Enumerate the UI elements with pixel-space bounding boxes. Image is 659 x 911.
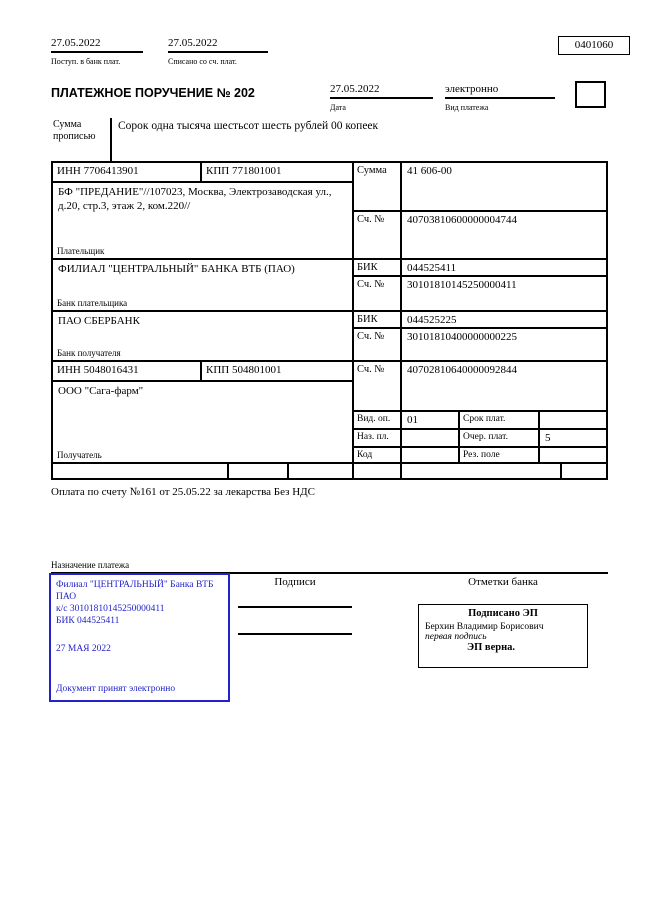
purpose-code-value bbox=[402, 430, 460, 446]
bank-stamp-note: Документ принят электронно bbox=[56, 684, 176, 694]
payment-order-priority-value: 5 bbox=[545, 432, 551, 444]
payer-bank-bik-label: БИК bbox=[354, 260, 402, 275]
payee-inn-kpp-row bbox=[53, 362, 352, 382]
payee-account-label: Сч. № bbox=[354, 362, 402, 410]
document-date: 27.05.2022 bbox=[330, 83, 433, 99]
bank-stamp bbox=[49, 573, 230, 702]
payer-bank-account-label: Сч. № bbox=[354, 277, 402, 310]
payee-bank-bik-row bbox=[354, 312, 606, 329]
payer-inn: ИНН 7706413901 bbox=[53, 163, 202, 181]
sum-row bbox=[354, 163, 606, 212]
payment-purpose-label: Назначение платежа bbox=[51, 560, 130, 570]
payee-inn: ИНН 5048016431 bbox=[53, 362, 202, 380]
payment-kind-value: электронно bbox=[445, 83, 555, 99]
payee-bank-block bbox=[53, 312, 352, 362]
payer-bank-account-value: 30101810145250000411 bbox=[407, 279, 517, 291]
electronic-signature-box bbox=[418, 604, 588, 668]
sum-label: Сумма bbox=[354, 163, 402, 210]
payment-kind-label: Вид платежа bbox=[445, 103, 489, 112]
payee-bank-name: ПАО СБЕРБАНК bbox=[58, 315, 140, 327]
signatures-header: Подписи bbox=[274, 576, 316, 588]
payer-bank-section-label: Банк плательщика bbox=[57, 298, 128, 308]
extra-fields-row bbox=[51, 464, 608, 480]
empty-cell bbox=[289, 464, 354, 478]
payee-block bbox=[53, 382, 352, 464]
payee-bank-account-label: Сч. № bbox=[354, 329, 402, 360]
empty-cell bbox=[562, 464, 606, 478]
amount-in-words-label: Сумма прописью bbox=[53, 119, 96, 142]
payer-name: БФ "ПРЕДАНИЕ"//107023, Москва, Электрозаводская ул., д.20, стр.3, этаж 2, ком.220// bbox=[58, 186, 332, 212]
payee-bank-account-value: 30101810400000000225 bbox=[407, 331, 517, 343]
payer-account-value: 40703810600000004744 bbox=[407, 214, 517, 226]
bank-stamp-date: 27 МАЯ 2022 bbox=[56, 644, 111, 654]
empty-cell bbox=[53, 464, 229, 478]
payer-section-label: Плательщик bbox=[57, 246, 105, 256]
code-value bbox=[402, 448, 460, 462]
payee-bank-section-label: Банк получателя bbox=[57, 348, 121, 358]
debited-from-account-date: 27.05.2022 bbox=[168, 37, 268, 53]
empty-cell bbox=[354, 464, 402, 478]
bank-marks-header: Отметки банка bbox=[468, 576, 538, 588]
payer-bank-account-row bbox=[354, 277, 606, 312]
document-date-label: Дата bbox=[330, 103, 346, 112]
payee-kpp: КПП 504801001 bbox=[206, 364, 282, 376]
debited-from-account-label: Списано со сч. плат. bbox=[168, 57, 237, 66]
form-code-okud: 0401060 bbox=[558, 36, 630, 55]
status-field-box bbox=[575, 81, 606, 108]
signature-line-2 bbox=[238, 633, 352, 635]
payment-term-value bbox=[540, 412, 606, 428]
reserve-field-value bbox=[540, 448, 606, 462]
payer-kpp: КПП 771801001 bbox=[206, 165, 282, 177]
received-in-bank-label: Поступ. в банк плат. bbox=[51, 57, 121, 66]
payer-account-row bbox=[354, 212, 606, 260]
payer-bank-block bbox=[53, 260, 352, 312]
payee-bank-account-row bbox=[354, 329, 606, 362]
payment-term-label: Срок плат. bbox=[460, 412, 540, 428]
payee-bank-bik-label: БИК bbox=[354, 312, 402, 327]
payee-account-row bbox=[354, 362, 606, 412]
empty-cell bbox=[229, 464, 289, 478]
requisites-right-column bbox=[352, 163, 608, 464]
received-in-bank-date: 27.05.2022 bbox=[51, 37, 143, 53]
payer-account-label: Сч. № bbox=[354, 212, 402, 258]
sum-value: 41 606-00 bbox=[407, 165, 452, 177]
payer-bank-bik-value: 044525411 bbox=[407, 262, 457, 274]
bank-stamp-name: Филиал "ЦЕНТРАЛЬНЫЙ" Банка ВТБ ПАО bbox=[56, 580, 214, 602]
payer-block bbox=[53, 183, 352, 260]
code-row bbox=[354, 448, 606, 464]
amount-in-words-value: Сорок одна тысяча шестьсот шесть рублей 00 копеек bbox=[118, 120, 379, 132]
operation-kind-value: 01 bbox=[402, 412, 460, 428]
signed-with-es-title: Подписано ЭП bbox=[468, 608, 538, 619]
operation-kind-row bbox=[354, 412, 606, 430]
purpose-code-row bbox=[354, 430, 606, 448]
purpose-code-label: Наз. пл. bbox=[354, 430, 402, 446]
payee-account-value: 40702810640000092844 bbox=[407, 364, 517, 376]
payer-bank-bik-row bbox=[354, 260, 606, 277]
reserve-field-label: Рез. поле bbox=[460, 448, 540, 462]
bank-stamp-bik: БИК 044525411 bbox=[56, 616, 120, 626]
bank-stamp-corr-account: к/с 30101810145250000411 bbox=[56, 604, 165, 614]
requisites-table bbox=[51, 161, 608, 464]
payee-name: ООО "Сага-фарм" bbox=[58, 385, 144, 397]
payment-order-priority-label: Очер. плат. bbox=[460, 430, 540, 446]
code-label: Код bbox=[354, 448, 402, 462]
amount-section-divider bbox=[110, 118, 112, 161]
payment-purpose-text: Оплата по счету №161 от 25.05.22 за лекарства Без НДС bbox=[51, 486, 316, 498]
operation-kind-label: Вид. оп. bbox=[354, 412, 402, 428]
signature-verified: ЭП верна. bbox=[467, 642, 516, 653]
empty-cell bbox=[402, 464, 562, 478]
payer-bank-name: ФИЛИАЛ "ЦЕНТРАЛЬНЫЙ" БАНКА ВТБ (ПАО) bbox=[58, 263, 295, 275]
document-title: ПЛАТЕЖНОЕ ПОРУЧЕНИЕ № 202 bbox=[51, 86, 255, 100]
requisites-left-column bbox=[51, 163, 352, 464]
payee-bank-bik-value: 044525225 bbox=[407, 314, 457, 326]
signature-kind: первая подпись bbox=[425, 632, 487, 642]
signature-line-1 bbox=[238, 606, 352, 608]
signer-name: Берхин Владимир Борисович bbox=[425, 622, 544, 632]
payee-section-label: Получатель bbox=[57, 450, 102, 460]
payer-inn-kpp-row bbox=[53, 163, 352, 183]
